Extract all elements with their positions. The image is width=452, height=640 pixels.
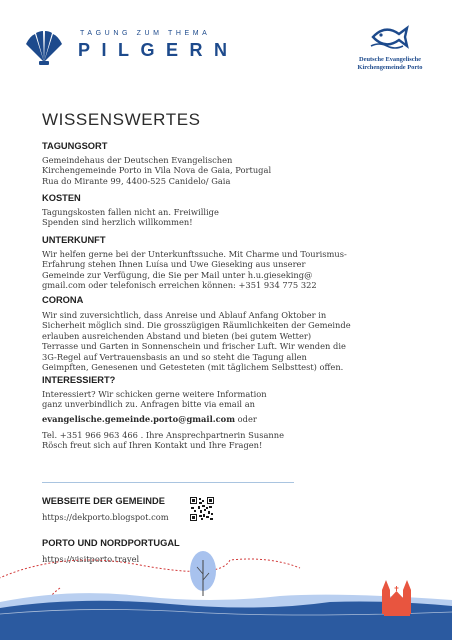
text-line: Wir helfen gerne bei der Unterkunftssuche. Mit Charme und Tourismus-: [42, 249, 347, 259]
text-line: gmail.com oder telefonisch erreichen können: +351 934 775 322: [42, 280, 317, 291]
section-body-corona: [42, 310, 351, 372]
church-name-line2: Kirchengemeinde Porto: [357, 64, 423, 71]
section-body-unterkunft: [42, 249, 347, 291]
text-line: Spenden sind herzlich willkommen!: [42, 217, 193, 228]
divider: [42, 482, 294, 483]
section-heading-interessiert: INTERESSIERT?: [42, 375, 116, 385]
text-line: Tagungskosten fallen nicht an. Freiwillige: [42, 207, 219, 217]
text-line: ganz unverbindlich zu. Anfragen bitte via email an: [42, 399, 255, 410]
section-heading-unterkunft: UNTERKUNFT: [42, 235, 106, 245]
text-line: Wir sind zuversichtlich, dass Anreise und Ablauf Anfang Oktober in: [42, 310, 327, 320]
section-body-kosten: [42, 207, 219, 228]
text-line: Interessiert? Wir schicken gerne weitere Information: [42, 389, 267, 399]
header-subtitle: TAGUNG ZUM THEMA: [80, 30, 211, 37]
text-line: Gemeinde zur Verfügung, die Sie per Mail unter h.u.gieseking@: [42, 269, 313, 280]
header-title: PILGERN: [78, 40, 239, 60]
church-name: [340, 56, 440, 72]
website-link[interactable]: https://dekporto.blogspot.com: [42, 512, 169, 522]
qr-code: [190, 497, 214, 521]
email-line: [42, 414, 257, 424]
text-line: Gemeindehaus der Deutschen Evangelischen: [42, 155, 233, 165]
tree-icon: [190, 551, 216, 596]
email-suffix: oder: [235, 414, 257, 424]
church-icon: [382, 580, 411, 616]
landscape-illustration: [0, 540, 452, 640]
fish-icon: [367, 22, 411, 52]
scallop-shell-icon: [24, 30, 64, 66]
text-line: Tel. +351 966 963 466 . Ihre Ansprechpartnerin Susanne: [42, 430, 284, 440]
section-body-interessiert: [42, 389, 267, 410]
email-link[interactable]: evangelische.gemeinde.porto@gmail.com: [42, 414, 235, 424]
route-line: [0, 559, 300, 580]
porto-link[interactable]: https://visitporto.travel: [42, 554, 140, 564]
section-body-tagungsort: [42, 155, 271, 186]
text-line: Terrasse und Garten in Sonnenschein und frischer Luft. Wir wenden die: [42, 341, 346, 352]
text-line: Kirchengemeinde Porto in Vila Nova de Gaia, Portugal: [42, 165, 272, 176]
section-heading-kosten: KOSTEN: [42, 193, 81, 203]
text-line: Erfahrung stehen Ihnen Luísa und Uwe Gieseking aus unserer: [42, 259, 306, 270]
page-title: WISSENSWERTES: [42, 110, 201, 129]
text-line: erlauben ausreichenden Abstand und bieten (bei gutem Wetter): [42, 330, 312, 341]
porto-heading: PORTO UND NORDPORTUGAL: [42, 538, 180, 548]
text-line: Sicherheit möglich sind. Die grosszügigen Räumlichkeiten der Gemeinde: [42, 320, 351, 331]
text-line: 3G-Regel auf Vertrauensbasis an und so steht die Tagung allen: [42, 351, 307, 362]
website-heading: WEBSEITE DER GEMEINDE: [42, 496, 165, 506]
section-heading-corona: CORONA: [42, 295, 84, 305]
text-line: Rösch freut sich auf Ihren Kontakt und Ihre Fragen!: [42, 440, 263, 451]
church-name-line1: Deutsche Evangelische: [359, 56, 421, 63]
contact-text: [42, 430, 284, 451]
section-heading-tagungsort: TAGUNGSORT: [42, 141, 108, 151]
text-line: Rua do Mirante 99, 4400-525 Canidelo/ Gaia: [42, 175, 231, 186]
text-line: Geimpften, Genesenen und Getesteten (mit täglichem Selbsttest) offen.: [42, 362, 344, 373]
